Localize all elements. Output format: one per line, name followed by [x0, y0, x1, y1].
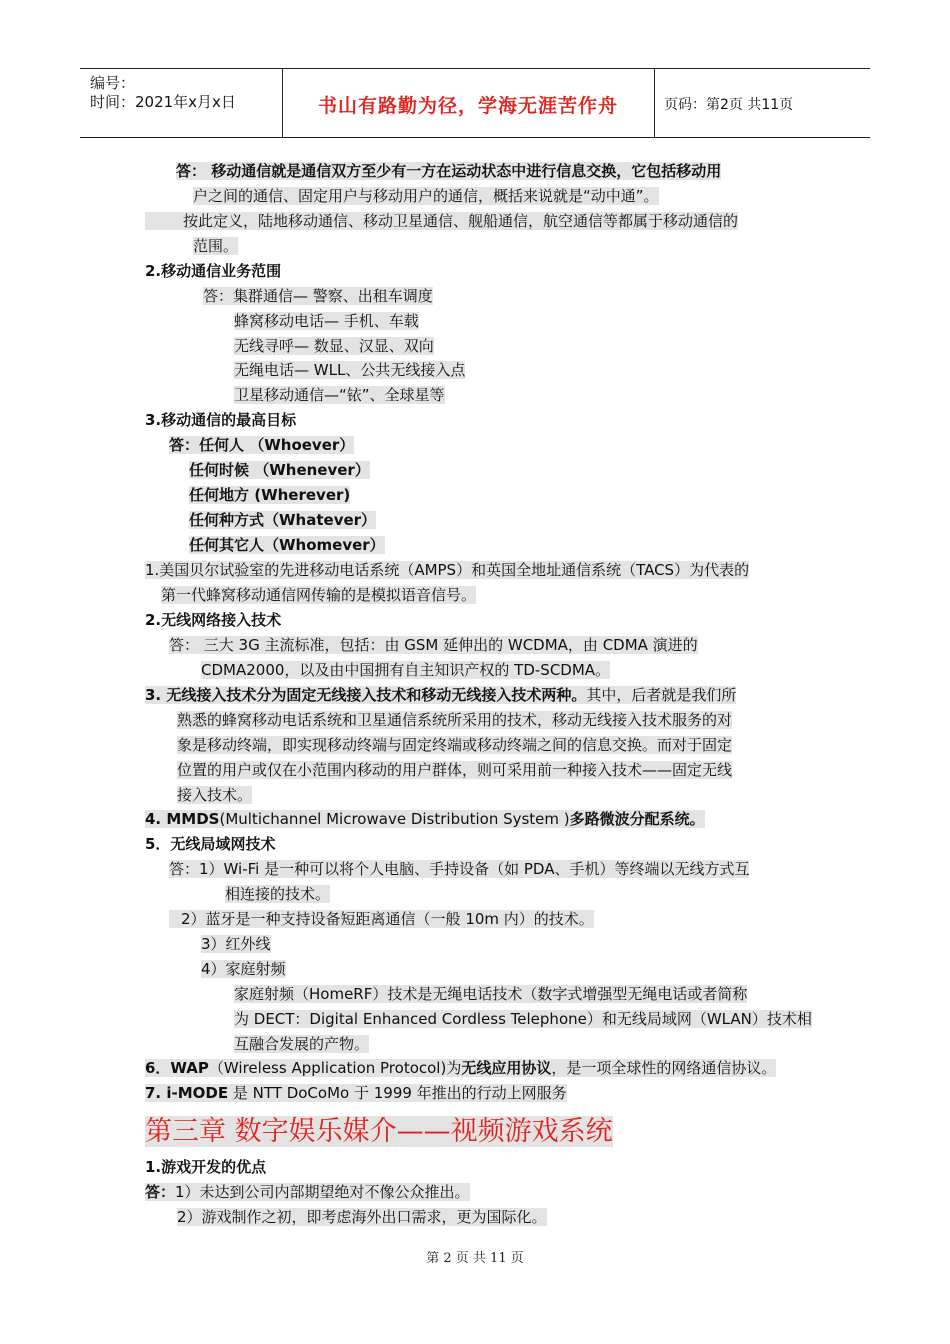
text: 蜂窝移动电话— 手机、车载: [234, 312, 419, 330]
bold-text: 多路微波分配系统。: [569, 810, 705, 828]
answer-line: [201, 934, 271, 954]
text: 按此定义，陆地移动通信、移动卫星通信、舰船通信，航空通信等都属于移动通信的: [145, 212, 738, 230]
document-number-label: 编号：: [90, 74, 136, 92]
text: 范围。: [193, 237, 239, 255]
header-page-cell: [654, 69, 870, 137]
text: 答： 三大 3G 主流标准，包括：由 GSM 延伸出的 WCDMA，由 CDMA 演进的: [169, 636, 698, 654]
bold-text: 答：: [145, 1183, 176, 1201]
answer-line: [145, 211, 738, 231]
text: 2）蓝牙是一种支持设备短距离通信（一般 10m 内）的技术。: [169, 910, 594, 928]
text: 第一代蜂窝移动通信网传输的是模拟语音信号。: [161, 586, 477, 604]
list-item: [189, 510, 376, 530]
text: 为 DECT：Digital Enhanced Cordless Telephone）和无线局域网（WLAN）技术相: [234, 1010, 812, 1028]
paragraph-line: [177, 760, 732, 780]
section-heading: 5．无线局域网技术: [145, 835, 276, 853]
document-date-label: 时间：2021年x月x日: [90, 93, 236, 111]
list-item: [234, 311, 419, 331]
text: 答：集群通信— 警察、出租车调度: [203, 287, 433, 305]
text: 家庭射频（HomeRF）技术是无绳电话技术（数字式增强型无绳电话或者简称: [234, 985, 748, 1003]
section-heading: 3.移动通信的最高目标: [145, 411, 297, 429]
text: 任何地方 (Wherever): [189, 486, 351, 504]
list-item: [203, 286, 433, 306]
answer-line: [145, 1182, 470, 1202]
list-item: [234, 336, 434, 356]
text: 4）家庭射频: [201, 960, 286, 978]
text: 无绳电话— WLL、公共无线接入点: [234, 361, 466, 379]
text: 1）未达到公司内部期望绝对不像公众推出。: [175, 1183, 470, 1201]
text: 答：任何人 （Whoever）: [169, 436, 355, 454]
chapter-title-text: 第三章 数字娱乐媒介——视频游戏系统: [145, 1116, 613, 1147]
list-item: [234, 385, 445, 405]
text: (Multichannel Microwave Distribution System ): [219, 810, 570, 828]
section-heading: 2.移动通信业务范围: [145, 262, 282, 280]
list-item: [234, 360, 465, 380]
bold-text: 无线应用协议: [461, 1059, 552, 1077]
text: 1.美国贝尔试验室的先进移动电话系统（AMPS）和英国全地址通信系统（TACS）为代表的: [145, 561, 750, 579]
text: 任何种方式（Whatever）: [189, 511, 377, 529]
text: 卫星移动通信—“铱”、全球星等: [234, 386, 445, 404]
answer-line: [193, 236, 238, 256]
text: 无线寻呼— 数显、汉显、双向: [234, 337, 434, 355]
text: （Wireless Application Protocol)为: [208, 1059, 462, 1077]
text: ，是一项全球性的网络通信协议。: [551, 1059, 777, 1077]
paragraph-line: [145, 809, 705, 829]
text: CDMA2000，以及由中国拥有自主知识产权的 TD-SCDMA。: [201, 661, 611, 679]
paragraph-line: [145, 560, 749, 580]
answer-line: [234, 1034, 369, 1054]
header-motto-cell: [282, 69, 655, 137]
section-heading: 2.无线网络接入技术: [145, 611, 282, 629]
text: 互融合发展的产物。: [234, 1035, 370, 1053]
text: 象是移动终端，即实现移动终端与固定终端或移动终端之间的信息交换。而对于固定: [177, 736, 733, 754]
answer-line: [193, 186, 659, 206]
paragraph-line: [145, 1083, 567, 1103]
answer-line: [201, 959, 286, 979]
answer-line: [177, 1207, 547, 1227]
text: 任何其它人（Whomever）: [189, 536, 385, 554]
bold-text: 7. i-MODE: [145, 1084, 229, 1102]
paragraph-line: [145, 1058, 776, 1078]
answer-line: [234, 984, 747, 1004]
text: 3）红外线: [201, 935, 271, 953]
paragraph-line: [161, 585, 476, 605]
list-item: [189, 535, 385, 555]
paragraph-line: [177, 785, 252, 805]
answer-line: [169, 909, 594, 929]
paragraph-line: [177, 735, 732, 755]
answer-line: [225, 884, 330, 904]
answer-line: [201, 660, 610, 680]
bold-text: 6．WAP: [145, 1059, 209, 1077]
text: 其中，后者就是我们所: [586, 686, 737, 704]
text: 位置的用户或仅在小范围内移动的用户群体，则可采用前一种接入技术——固定无线: [177, 761, 733, 779]
bold-text: 4. MMDS: [145, 810, 220, 828]
text: 熟悉的蜂窝移动电话系统和卫星通信系统所采用的技术，移动无线接入技术服务的对: [177, 711, 733, 729]
paragraph-line: [145, 685, 736, 705]
text: 户之间的通信、固定用户与移动用户的通信，概括来说就是“动中通”。: [193, 187, 659, 205]
answer-line: [169, 635, 698, 655]
list-item: [169, 435, 354, 455]
list-item: [189, 485, 350, 505]
text: 相连接的技术。: [225, 885, 331, 903]
list-item: [189, 460, 370, 480]
text: 答： 移动通信就是通信双方至少有一方在运动状态中进行信息交换，它包括移动用: [176, 162, 722, 180]
section-heading: 1.游戏开发的优点: [145, 1158, 267, 1176]
answer-line: [176, 161, 721, 181]
page-header: [80, 68, 870, 138]
text: 是 NTT DoCoMo 于 1999 年推出的行动上网服务: [228, 1084, 567, 1102]
bold-text: 3. 无线接入技术分为固定无线接入技术和移动无线接入技术两种。: [145, 686, 587, 704]
header-page-info: 页码：第2页 共11页: [664, 97, 794, 113]
paragraph-line: [177, 710, 732, 730]
text: 答：1）Wi-Fi 是一种可以将个人电脑、手持设备（如 PDA、手机）等终端以无线方式互: [169, 860, 750, 878]
text: 接入技术。: [177, 786, 253, 804]
answer-line: [169, 859, 749, 879]
text: 2）游戏制作之初，即考虑海外出口需求，更为国际化。: [177, 1208, 547, 1226]
page-footer: 第 2 页 共 11 页: [426, 1251, 524, 1266]
answer-line: [234, 1009, 812, 1029]
header-meta-cell: [80, 69, 283, 137]
text: 任何时候 （Whenever）: [189, 461, 370, 479]
chapter-title: [145, 1113, 613, 1151]
header-motto: 书山有路勤为径，学海无涯苦作舟: [317, 95, 618, 117]
